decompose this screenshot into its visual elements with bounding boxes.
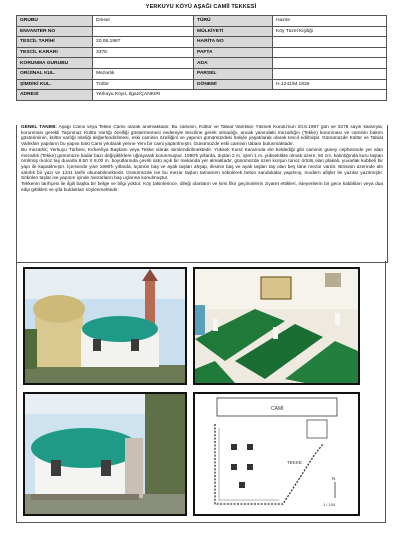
plan-scale: 1 / 100 xyxy=(323,502,336,507)
info-label: ADRESİ xyxy=(17,90,93,101)
info-table xyxy=(16,15,387,101)
info-value: H.1241/M.1826 xyxy=(273,79,387,90)
info-value xyxy=(93,58,194,69)
info-label: HARİTA NO xyxy=(194,37,273,48)
info-value: 3378 xyxy=(93,47,194,58)
info-label: PARSEL xyxy=(194,68,273,79)
info-label: ENVANTER NO xyxy=(17,26,93,37)
info-label: ORİJİNAL KUL. xyxy=(17,68,93,79)
info-label: MÜLKİYETİ xyxy=(194,26,273,37)
inventory-sheet xyxy=(16,0,386,534)
description-paragraph-1: Aşağı Camii veya Tekke Camii olarak anılmaktadır. Bu caminin, Kültür ve Tabiat Varlıkları Yüksek Kurulu'nun 20.6.1987 gün ve 3378 sayılı kararıyla; korunması gerekli Taşınmaz Kültür Varlığı özelliği göstermemesi nedeniyle tesciline gerek olmadığı, ancak yanındaki mezarlığın (Tekke) korunması ve caminin bakım gösteriminin, kültür varlığı niteliği değerlendirilmesi, eski caminin özelliğini ve yapının günümüzdeki haliyle yaşatılarak olarak tescil edilmiştir. Günümüzde Kültür ve Tabiat Varlıkları yapıların bu yapısı Eski Cami yıkılarak yerine Yeni bir cami yaptırılmıştır. Günümüzde eski caminin tabanı bulunmaktadır. xyxy=(21,125,383,148)
north-arrow: N xyxy=(332,476,336,481)
info-label: TESCİL KARARI xyxy=(17,47,93,58)
description-paragraph-2: Bu mezarlık; Yerkuyu Türbesi, Kırkevliya Başkanı veya Tekke olarak isimlendirilmektedir. Yüksek Kurul Kararında ele beldediği gibi caminin güney cephesinde yer alan mezarlık (Tekke) günümüze kadar bazı değişikliklere uğrayarak korunmuştur. 1990'lı yıllarda, dıştan 2 m. içten 1 m. yükseklikte olmak üzere, 50 cm. kalınlığında kuru taştan örülmüş moloz taş duvarla 8,50 X 8,00 m. boyutlarında çevrili üstü açık bir mekanda yer almaktadır, günümüzde üzeri kurşun tonoz örtülü olan plakalı, yuvarlak kubbeli bir yapı ile kapatılmıştır. İçerisinde yine 1990'lı yıllarda, üçünün baş ve ayak taşları ahşap, ikisinin baş ve ayak taşları taş olan beş tane mezar vardır. Birisinin üzerinde altı satırlık bir yazı ve 1241 tarihi okunabilmektedir. Günümüzde ise bu mezar taşları tamamen sökülerek beton sandukalar yapılmış, modern afişler ile yazılar yazılmıştır. Sökülen taşlar ise yapının içinde mezarların baş uçlarına konulmuştur. xyxy=(21,147,383,182)
info-row xyxy=(17,90,387,101)
info-label: DÖNEMİ xyxy=(194,79,273,90)
info-row xyxy=(17,26,387,37)
info-value: Türbe xyxy=(93,79,194,90)
info-label: KORUNMA GURUBU xyxy=(17,58,93,69)
sheet-title: YERKUYU KÖYÜ AŞAĞI CAMİİ TEKKESİ xyxy=(145,4,257,10)
info-label: GRUBU xyxy=(17,16,93,27)
info-label: PAFTA xyxy=(194,47,273,58)
info-row xyxy=(17,68,387,79)
info-row xyxy=(17,79,387,90)
info-value xyxy=(273,58,387,69)
info-row xyxy=(17,58,387,69)
photo-tomb-building xyxy=(23,392,187,516)
plan-label-tekke: TEKKE xyxy=(287,460,302,465)
info-value: Köy Tüzel Kişiliği xyxy=(273,26,387,37)
info-row xyxy=(17,16,387,27)
photo-tomb-interior xyxy=(193,267,360,385)
plan-label-cami: CAMİ xyxy=(271,406,284,412)
info-value: Yerkuyu Köyü, Ilgaz/ÇANKIRI xyxy=(93,90,387,101)
info-label: ADA xyxy=(194,58,273,69)
description-paragraph-3: Tekkenin tarihçesi ile ilgili başka bir belge ve bilgi yoktur. Köy takinlerince, dileği olanların ve kimi fikir geçiminlerin ziyaret ettikleri, isteyenlerin bir gece kaldıkları veya dua edip gittikleri ve şifa buldukları söylenmektedir. xyxy=(21,182,383,193)
photo-grid xyxy=(16,261,386,523)
info-label: TÜRÜ xyxy=(194,16,273,27)
photo-mosque-exterior xyxy=(23,267,187,385)
info-value: 20.06.1987 xyxy=(93,37,194,48)
info-label: TESCİL TARİHİ xyxy=(17,37,93,48)
info-value: Hazire xyxy=(273,16,387,27)
info-row xyxy=(17,37,387,48)
info-value xyxy=(273,68,387,79)
info-value: Dinsel xyxy=(93,16,194,27)
info-value xyxy=(273,37,387,48)
info-value xyxy=(93,26,194,37)
info-value: Mezarlık xyxy=(93,68,194,79)
description-block xyxy=(16,125,388,263)
info-row xyxy=(17,47,387,58)
description-label: GENEL TANIMI: xyxy=(21,125,57,130)
info-label: ŞİMDİKİ KUL. xyxy=(17,79,93,90)
site-plan-drawing xyxy=(193,392,360,516)
info-value xyxy=(273,47,387,58)
